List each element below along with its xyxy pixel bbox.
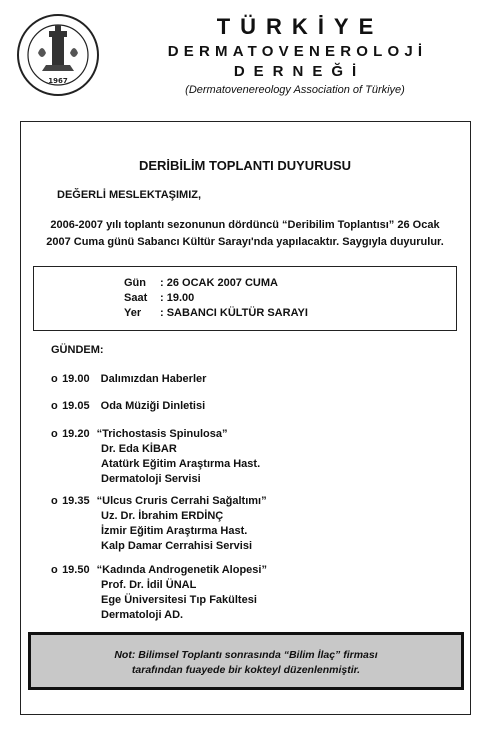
info-row-day	[124, 276, 278, 290]
seal-year: 1967	[48, 77, 68, 85]
agenda-time: 19.00	[62, 373, 90, 385]
agenda-title: GÜNDEM:	[51, 344, 104, 356]
speaker-institution: Ege Üniversitesi Tıp Fakültesi	[101, 594, 257, 606]
agenda-time: 19.05	[62, 400, 90, 412]
agenda-topic: “Ulcus Cruris Cerrahi Sağaltımı”	[96, 495, 267, 507]
speaker-department: Kalp Damar Cerrahisi Servisi	[101, 540, 253, 552]
agenda-item	[51, 494, 267, 554]
agenda-time: 19.50	[62, 564, 90, 576]
agenda-topic: Dalımızdan Haberler	[100, 373, 207, 385]
note-box	[28, 632, 464, 690]
place-label: Yer	[124, 307, 142, 319]
event-info-box	[33, 266, 457, 331]
speaker-name: Dr. Eda KİBAR	[101, 443, 177, 455]
salutation: DEĞERLİ MESLEKTAŞIMIZ,	[57, 189, 202, 201]
agenda-item	[51, 563, 267, 623]
agenda-item	[51, 372, 206, 387]
info-row-place	[124, 306, 308, 320]
org-name-line1: TÜRKİYE	[216, 14, 384, 39]
announcement-frame	[20, 121, 471, 715]
speaker-name: Prof. Dr. İdil ÜNAL	[101, 579, 197, 591]
association-seal-logo	[16, 13, 100, 97]
speaker-institution: İzmir Eğitim Araştırma Hast.	[101, 525, 248, 537]
agenda-topic: Oda Müziği Dinletisi	[100, 400, 206, 412]
place-value: : SABANCI KÜLTÜR SARAYI	[160, 307, 308, 319]
org-name-line3: DERNEĞİ	[233, 63, 366, 80]
note-line1: Not: Bilimsel Toplantı sonrasında “Bilim İlaç” firması	[114, 649, 378, 661]
org-subtitle: (Dermatovenereology Association of Türkiye)	[185, 84, 405, 96]
agenda-time: 19.20	[62, 428, 90, 440]
time-value: : 19.00	[160, 292, 195, 304]
intro-line2: 2007 Cuma günü Sabancı Kültür Sarayı'nda yapılacaktır. Saygıyla duyurulur.	[46, 236, 444, 248]
note-text	[31, 648, 461, 678]
intro-line1: 2006-2007 yılı toplantı sezonunun dördüncü “Deribilim Toplantısı” 26 Ocak	[50, 219, 440, 231]
bullet: o	[51, 495, 58, 507]
agenda-time: 19.35	[62, 495, 90, 507]
speaker-institution: Atatürk Eğitim Araştırma Hast.	[101, 458, 261, 470]
organization-name	[110, 14, 480, 97]
note-line2: tarafından fuayede bir kokteyl düzenlenmiştir.	[131, 664, 361, 676]
speaker-name: Uz. Dr. İbrahim ERDİNÇ	[101, 510, 224, 522]
info-row-time	[124, 291, 194, 305]
bullet: o	[51, 400, 58, 412]
speaker-department: Dermatoloji Servisi	[101, 473, 201, 485]
bullet: o	[51, 373, 58, 385]
day-value: : 26 OCAK 2007 CUMA	[160, 277, 278, 289]
agenda-topic: “Trichostasis Spinulosa”	[96, 428, 228, 440]
bullet: o	[51, 428, 58, 440]
announcement-title: DERİBİLİM TOPLANTI DUYURUSU	[138, 158, 352, 173]
letterhead	[0, 0, 488, 104]
agenda-topic: “Kadında Androgenetik Alopesi”	[96, 564, 267, 576]
day-label: Gün	[124, 277, 146, 289]
time-label: Saat	[124, 292, 148, 304]
org-name-line2: DERMATOVENEROLOJİ	[167, 43, 428, 60]
agenda-item	[51, 427, 260, 487]
agenda-item	[51, 399, 205, 414]
speaker-department: Dermatoloji AD.	[101, 609, 184, 621]
intro-paragraph	[25, 217, 465, 251]
bullet: o	[51, 564, 58, 576]
